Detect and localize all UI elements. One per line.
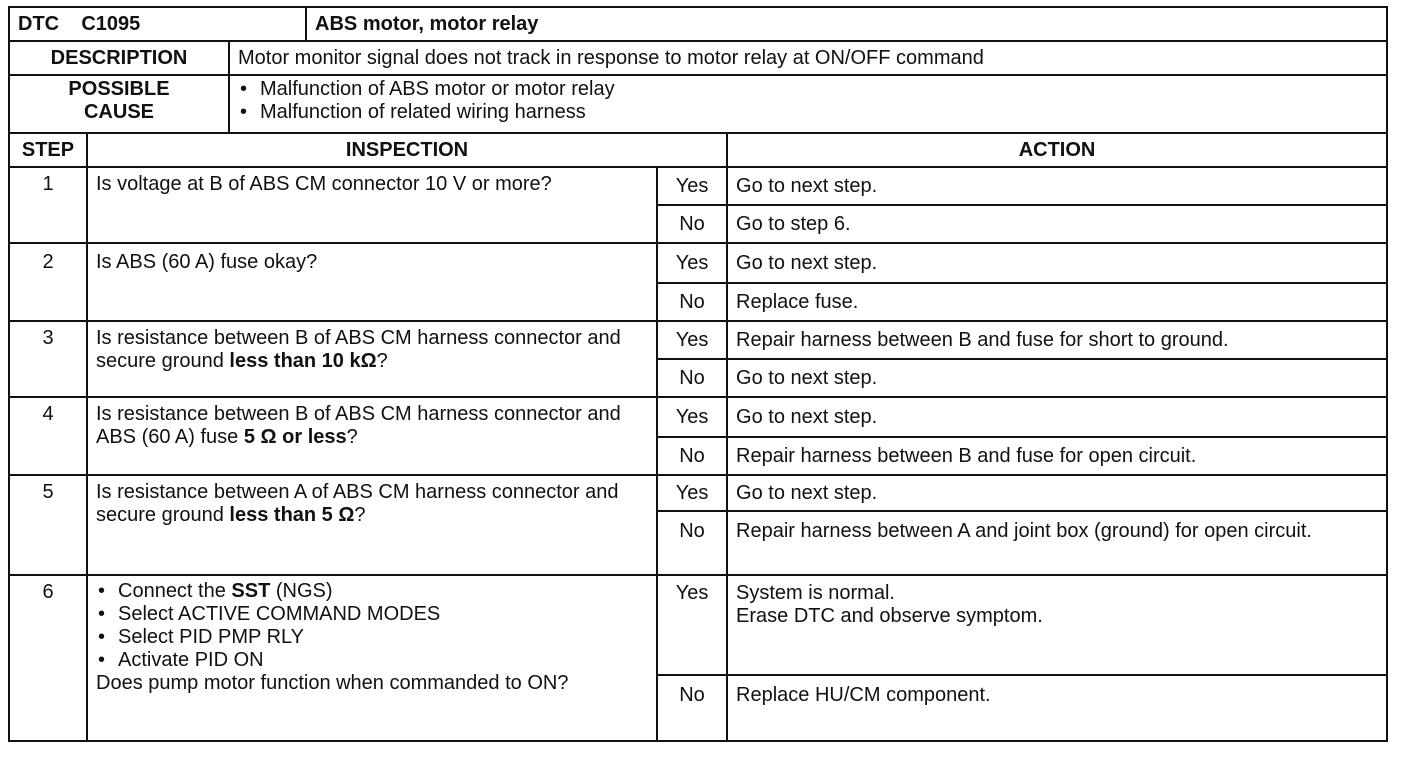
possible-cause-label [9, 75, 229, 133]
step-inspection-criterion: 5 Ω or less [243, 426, 347, 448]
yes-action: Repair harness between B and fuse for short to ground. [727, 321, 1387, 359]
column-header-step: STEP [9, 133, 87, 167]
step-number: 1 [9, 167, 87, 243]
possible-cause-label-line1: POSSIBLE [68, 78, 170, 100]
step-number: 2 [9, 243, 87, 321]
column-header-action: ACTION [727, 133, 1387, 167]
yes-label: Yes [657, 475, 727, 511]
possible-cause-item: • Malfunction of related wiring harness [232, 101, 1378, 124]
procedure-item [90, 580, 648, 603]
possible-cause-label-line2: CAUSE [83, 101, 154, 123]
step-inspection-criterion: less than 5 Ω [229, 504, 355, 526]
step-inspection-criterion: less than 10 kΩ [229, 350, 377, 372]
step-question: Does pump motor function when commanded to ON? [96, 672, 569, 694]
yes-label: Yes [657, 397, 727, 437]
step-row [9, 475, 1387, 511]
no-action: Go to step 6. [727, 205, 1387, 243]
no-label: No [657, 205, 727, 243]
step-inspection-end: ? [376, 350, 388, 372]
dtc-code-cell [9, 7, 306, 41]
yes-label: Yes [657, 575, 727, 675]
step-inspection-text: Is resistance between B of ABS CM harness connector and secure ground [96, 327, 621, 372]
step-row [9, 167, 1387, 205]
step-inspection-end: ? [346, 426, 358, 448]
no-label: No [657, 511, 727, 575]
step-number: 3 [9, 321, 87, 397]
yes-action-line: Erase DTC and observe symptom. [736, 605, 1043, 627]
yes-action-line: System is normal. [736, 582, 895, 604]
yes-action [727, 575, 1387, 675]
step-inspection: Is voltage at B of ABS CM connector 10 V or more? [87, 167, 657, 243]
procedure-item: • Select PID PMP RLY [90, 626, 648, 649]
step-inspection: Is ABS (60 A) fuse okay? [87, 243, 657, 321]
no-action: Repair harness between A and joint box (ground) for open circuit. [727, 511, 1387, 575]
step-inspection [87, 475, 657, 575]
yes-action: Go to next step. [727, 167, 1387, 205]
step-number: 6 [9, 575, 87, 741]
possible-cause-row [9, 75, 1387, 133]
dtc-table-container [8, 6, 1386, 742]
no-label: No [657, 675, 727, 741]
dtc-code: C1095 [81, 12, 141, 35]
step-row [9, 321, 1387, 359]
yes-label: Yes [657, 321, 727, 359]
no-action: Repair harness between B and fuse for open circuit. [727, 437, 1387, 475]
no-action: Replace HU/CM component. [727, 675, 1387, 741]
description-label: DESCRIPTION [9, 41, 229, 75]
step-inspection-end: ? [354, 504, 366, 526]
no-action: Replace fuse. [727, 283, 1387, 321]
no-label: No [657, 283, 727, 321]
step-inspection-text: Is resistance between B of ABS CM harness connector and ABS (60 A) fuse [96, 403, 621, 448]
possible-cause-list-cell [229, 75, 1387, 133]
yes-action: Go to next step. [727, 397, 1387, 437]
dtc-table [8, 6, 1388, 742]
dtc-title: ABS motor, motor relay [306, 7, 1387, 41]
no-label: No [657, 437, 727, 475]
column-header-row [9, 133, 1387, 167]
column-header-inspection: INSPECTION [87, 133, 727, 167]
step-row [9, 575, 1387, 675]
possible-cause-list [232, 78, 1378, 124]
possible-cause-item: • Malfunction of ABS motor or motor relay [232, 78, 1378, 101]
step-row [9, 397, 1387, 437]
procedure-item: • Select ACTIVE COMMAND MODES [90, 603, 648, 626]
no-label: No [657, 359, 727, 397]
no-action: Go to next step. [727, 359, 1387, 397]
procedure-text: Connect the [118, 580, 232, 602]
step-number: 4 [9, 397, 87, 475]
yes-label: Yes [657, 167, 727, 205]
step-inspection [87, 321, 657, 397]
step-inspection [87, 575, 657, 741]
yes-label: Yes [657, 243, 727, 283]
step-inspection [87, 397, 657, 475]
dtc-header-row [9, 7, 1387, 41]
step-procedure-list [90, 580, 648, 672]
procedure-item: • Activate PID ON [90, 649, 648, 672]
step-number: 5 [9, 475, 87, 575]
yes-action: Go to next step. [727, 243, 1387, 283]
dtc-label: DTC [18, 12, 60, 35]
step-inspection-text: Is resistance between A of ABS CM harness connector and secure ground [96, 481, 619, 526]
procedure-tool: SST [231, 580, 271, 602]
yes-action: Go to next step. [727, 475, 1387, 511]
step-row [9, 243, 1387, 283]
description-row [9, 41, 1387, 75]
procedure-text-end: (NGS) [270, 580, 333, 602]
description-text: Motor monitor signal does not track in response to motor relay at ON/OFF command [229, 41, 1387, 75]
